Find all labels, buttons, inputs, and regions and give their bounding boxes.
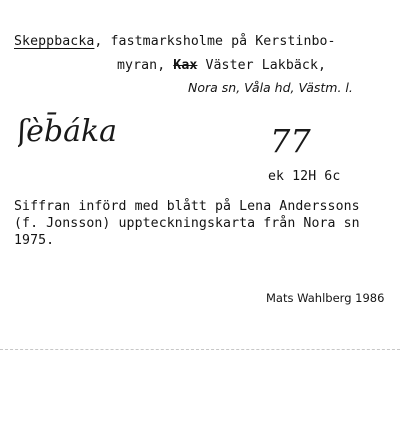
- card-bottom-edge: [0, 349, 400, 351]
- signature: Mats Wahlberg 1986: [266, 291, 385, 305]
- struck-text: Kax: [173, 58, 198, 73]
- note-line-3: 1975.: [14, 233, 55, 248]
- note-line-1: Siffran införd med blått på Lena Anderssons: [14, 199, 360, 214]
- line2-end: Väster Lakbäck,: [197, 58, 327, 73]
- map-reference: ek 12H 6c: [268, 169, 341, 184]
- number-77: 77: [270, 122, 311, 160]
- phonetic-form: ʃèb̄áka: [18, 114, 118, 149]
- line1-rest: fastmarksholme på Kerstinbo-: [102, 34, 336, 49]
- note-line-2: (f. Jonsson) uppteckningskarta från Nora sn: [14, 216, 360, 231]
- headword: Skeppbacka: [14, 34, 95, 49]
- location-line: Nora sn, Våla hd, Västm. l.: [188, 80, 353, 95]
- card-line-1: [14, 34, 336, 50]
- handwritten-number: [268, 120, 328, 160]
- line2-start: myran,: [117, 58, 174, 73]
- headword-punct: ,: [94, 34, 103, 49]
- card-line-2: [117, 58, 326, 74]
- phonetic-form-handwriting: [18, 108, 178, 158]
